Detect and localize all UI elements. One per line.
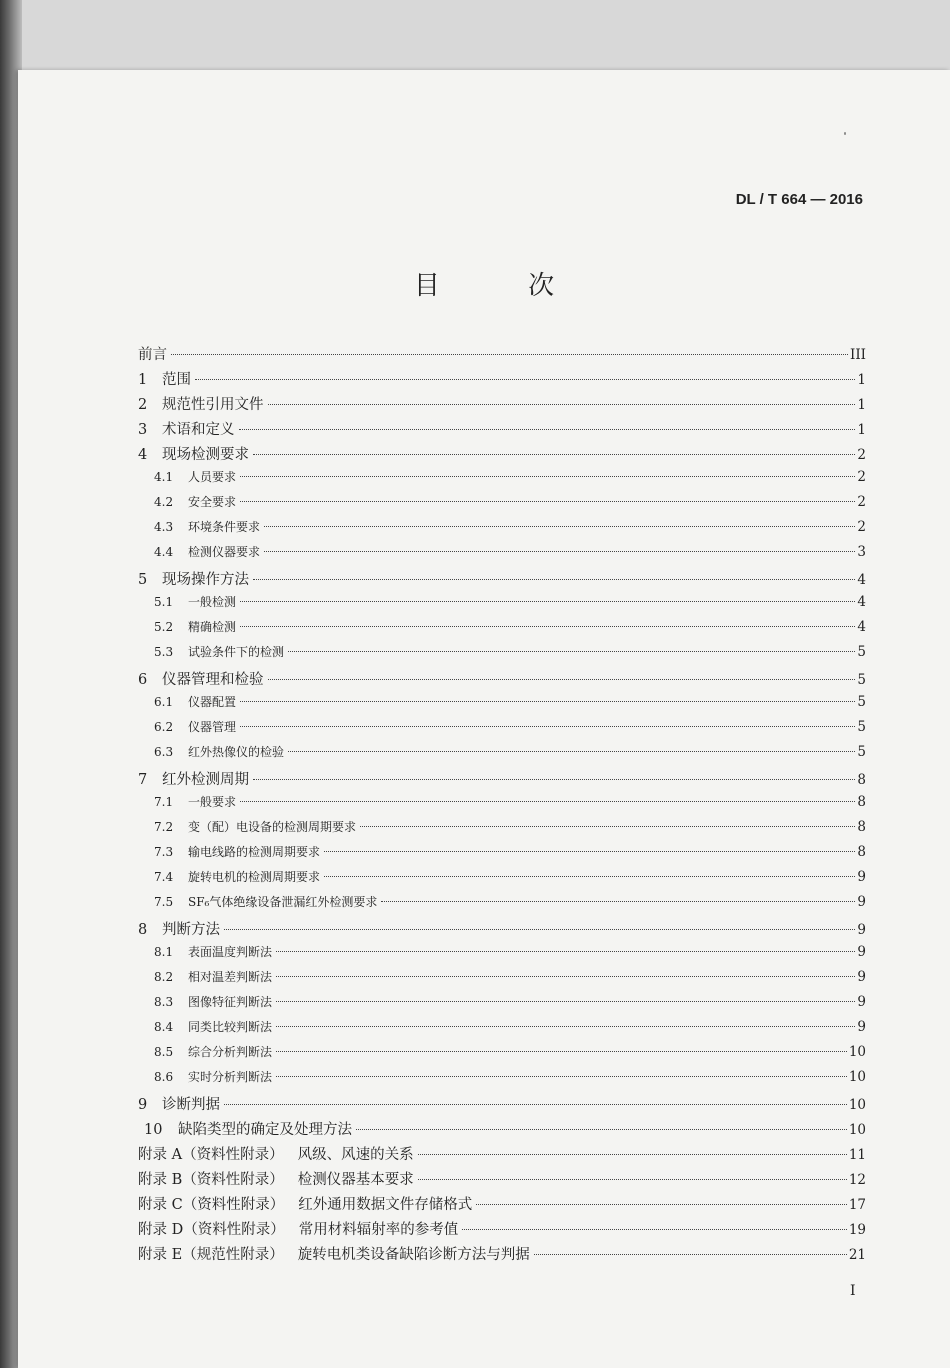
toc-entry[interactable] — [138, 1243, 866, 1268]
toc-leader-dots — [276, 951, 855, 952]
toc-entry[interactable] — [138, 618, 866, 643]
toc-entry-page: 4 — [857, 572, 866, 588]
toc-entry-label: 红外热像仪的检验 — [188, 745, 285, 759]
toc-entry-number: 7.2 — [154, 820, 174, 834]
toc-leader-dots — [324, 851, 855, 852]
toc-entry-page: 2 — [857, 469, 866, 485]
toc-leader-dots — [240, 476, 855, 477]
toc-leader-dots — [253, 579, 855, 580]
toc-entry-page: 8 — [857, 844, 866, 860]
toc-entry-label: 变（配）电设备的检测周期要求 — [188, 820, 357, 834]
toc-leader-dots — [240, 626, 855, 627]
toc-entry-label: 规范性引用文件 — [162, 397, 264, 413]
toc-entry-label: 现场操作方法 — [162, 572, 249, 588]
toc-entry[interactable] — [138, 1018, 866, 1043]
toc-entry-number: 8.6 — [154, 1070, 174, 1084]
document-code: DL / T 664 — 2016 — [735, 191, 863, 208]
toc-entry-number: 4.4 — [154, 545, 174, 559]
toc-entry-page: 10 — [848, 1069, 866, 1085]
toc-entry-label: 前言 — [138, 347, 167, 363]
toc-entry[interactable] — [138, 418, 866, 443]
toc-entry-label: 输电线路的检测周期要求 — [188, 845, 321, 859]
toc-entry-label: 缺陷类型的确定及处理方法 — [178, 1122, 352, 1138]
toc-entry-number: 8.2 — [154, 970, 174, 984]
toc-entry-number: 4.3 — [154, 520, 174, 534]
toc-leader-dots — [418, 1179, 847, 1180]
toc-leader-dots — [240, 601, 855, 602]
toc-entry-page: 9 — [857, 969, 866, 985]
toc-entry-number: 2 — [138, 397, 148, 413]
toc-entry-label: 同类比较判断法 — [188, 1020, 273, 1034]
toc-entry-number: 5.3 — [154, 645, 174, 659]
toc-entry-label: SF₆气体绝缘设备泄漏红外检测要求 — [188, 895, 378, 909]
toc-entry[interactable] — [138, 568, 866, 593]
toc-entry-page: 8 — [857, 794, 866, 810]
toc-entry[interactable] — [138, 843, 866, 868]
toc-entry-label: 图像特征判断法 — [188, 995, 273, 1009]
toc-entry-page: 2 — [857, 519, 866, 535]
toc-leader-dots — [288, 751, 855, 752]
toc-entry-label: 范围 — [162, 372, 191, 388]
toc-entry-page: 9 — [857, 894, 866, 910]
toc-leader-dots — [240, 501, 855, 502]
toc-entry-number: 附录 C（资料性附录） — [138, 1197, 285, 1213]
toc-entry-page: 5 — [857, 719, 866, 735]
toc-entry-label: 红外检测周期 — [162, 772, 249, 788]
toc-entry[interactable] — [138, 493, 866, 518]
toc-entry-label: 仪器管理 — [188, 720, 237, 734]
toc-entry[interactable] — [138, 693, 866, 718]
toc-entry-page: 1 — [857, 397, 866, 413]
toc-leader-dots — [264, 551, 855, 552]
toc-leader-dots — [288, 651, 855, 652]
scan-speck — [844, 132, 846, 135]
toc-entry-label: 常用材料辐射率的参考值 — [298, 1222, 459, 1238]
toc-entry-label: 检测仪器要求 — [188, 545, 261, 559]
toc-entry-page: 2 — [857, 447, 866, 463]
toc-entry[interactable] — [138, 1143, 866, 1168]
toc-entry-number: 9 — [138, 1097, 148, 1113]
toc-entry-page: 3 — [857, 544, 866, 560]
toc-entry-number: 10 — [144, 1122, 163, 1138]
toc-leader-dots — [324, 876, 855, 877]
toc-entry-page: 4 — [857, 619, 866, 635]
toc-leader-dots — [239, 429, 856, 430]
toc-entry[interactable] — [138, 593, 866, 618]
toc-entry-number: 6 — [138, 672, 148, 688]
toc-entry-label: 风级、风速的关系 — [297, 1147, 414, 1163]
toc-entry[interactable] — [138, 768, 866, 793]
toc-entry[interactable] — [138, 1093, 866, 1118]
toc-entry[interactable] — [138, 1043, 866, 1068]
toc-leader-dots — [240, 726, 855, 727]
toc-entry-number: 8.5 — [154, 1045, 174, 1059]
toc-entry[interactable] — [138, 1218, 866, 1243]
toc-entry[interactable] — [138, 818, 866, 843]
toc-entry-label: 仪器管理和检验 — [162, 672, 264, 688]
toc-entry-page: 21 — [848, 1247, 866, 1263]
toc-entry-label: 红外通用数据文件存储格式 — [298, 1197, 473, 1213]
toc-entry[interactable] — [138, 993, 866, 1018]
page-number: I — [850, 1283, 856, 1299]
toc-entry[interactable] — [138, 543, 866, 568]
toc-entry[interactable] — [138, 1068, 866, 1093]
toc-entry-page: 9 — [857, 869, 866, 885]
toc-entry-number: 7.3 — [154, 845, 174, 859]
toc-leader-dots — [253, 779, 855, 780]
toc-entry-label: 表面温度判断法 — [188, 945, 273, 959]
toc-leader-dots — [462, 1229, 847, 1230]
toc-leader-dots — [224, 929, 855, 930]
toc-entry-label: 综合分析判断法 — [188, 1045, 273, 1059]
toc-leader-dots — [253, 454, 855, 455]
toc-entry-page: 8 — [857, 772, 866, 788]
toc-entry-number: 附录 A（资料性附录） — [138, 1147, 284, 1163]
toc-entry-label: 诊断判据 — [162, 1097, 220, 1113]
toc-leader-dots — [268, 404, 856, 405]
toc-entry-label: 旋转电机类设备缺陷诊断方法与判据 — [297, 1247, 530, 1263]
toc-entry-label: 术语和定义 — [162, 422, 235, 438]
toc-leader-dots — [171, 354, 848, 355]
table-of-contents — [138, 343, 866, 1268]
toc-entry-number: 6.1 — [154, 695, 174, 709]
toc-entry-label: 试验条件下的检测 — [188, 645, 285, 659]
toc-entry-number: 8 — [138, 922, 148, 938]
toc-leader-dots — [224, 1104, 847, 1105]
toc-leader-dots — [276, 976, 855, 977]
toc-entry[interactable] — [138, 918, 866, 943]
toc-entry-number: 7.1 — [154, 795, 174, 809]
toc-entry-label: 实时分析判断法 — [188, 1070, 273, 1084]
toc-entry[interactable] — [138, 368, 866, 393]
toc-entry-page: 9 — [857, 994, 866, 1010]
document-page — [18, 70, 950, 1368]
toc-entry-page: 2 — [857, 494, 866, 510]
toc-leader-dots — [534, 1254, 847, 1255]
toc-entry-page: 5 — [857, 744, 866, 760]
toc-entry-page: 10 — [848, 1097, 866, 1113]
toc-entry-number: 6.3 — [154, 745, 174, 759]
toc-entry-number: 5.1 — [154, 595, 174, 609]
toc-entry[interactable] — [138, 793, 866, 818]
toc-entry[interactable] — [138, 393, 866, 418]
toc-entry-page: 8 — [857, 819, 866, 835]
toc-leader-dots — [195, 379, 855, 380]
toc-entry-label: 旋转电机的检测周期要求 — [188, 870, 321, 884]
toc-entry-page: 5 — [857, 694, 866, 710]
toc-entry-page: III — [850, 347, 866, 363]
toc-entry-number: 5 — [138, 572, 148, 588]
toc-entry-page: 5 — [857, 644, 866, 660]
toc-entry-label: 环境条件要求 — [188, 520, 261, 534]
toc-entry[interactable] — [138, 893, 866, 918]
toc-leader-dots — [268, 679, 856, 680]
toc-entry[interactable] — [138, 1168, 866, 1193]
toc-entry-label: 安全要求 — [188, 495, 237, 509]
toc-entry-label: 精确检测 — [188, 620, 237, 634]
toc-entry-page: 10 — [848, 1044, 866, 1060]
toc-entry-number: 附录 E（规范性附录） — [138, 1247, 284, 1263]
toc-entry-label: 仪器配置 — [188, 695, 237, 709]
toc-entry-number: 7.5 — [154, 895, 174, 909]
toc-entry-number: 4.2 — [154, 495, 174, 509]
toc-entry-number: 4 — [138, 447, 148, 463]
toc-entry-page: 1 — [857, 422, 866, 438]
toc-leader-dots — [356, 1129, 847, 1130]
toc-entry-number: 7 — [138, 772, 148, 788]
toc-entry[interactable] — [138, 718, 866, 743]
toc-entry-page: 9 — [857, 944, 866, 960]
toc-entry-page: 1 — [857, 372, 866, 388]
toc-leader-dots — [264, 526, 855, 527]
toc-entry[interactable] — [138, 943, 866, 968]
toc-leader-dots — [476, 1204, 847, 1205]
toc-entry-label: 现场检测要求 — [162, 447, 249, 463]
toc-entry-page: 17 — [848, 1197, 866, 1213]
toc-entry-label: 人员要求 — [188, 470, 237, 484]
toc-entry-number: 6.2 — [154, 720, 174, 734]
toc-leader-dots — [276, 1076, 847, 1077]
toc-entry-label: 检测仪器基本要求 — [297, 1172, 414, 1188]
toc-leader-dots — [381, 901, 855, 902]
toc-entry-page: 19 — [848, 1222, 866, 1238]
toc-leader-dots — [276, 1001, 855, 1002]
toc-leader-dots — [240, 801, 855, 802]
toc-entry-label: 一般检测 — [188, 595, 237, 609]
toc-leader-dots — [360, 826, 855, 827]
toc-entry-number: 1 — [138, 372, 148, 388]
toc-entry[interactable] — [138, 443, 866, 468]
toc-leader-dots — [240, 701, 855, 702]
toc-leader-dots — [276, 1051, 847, 1052]
toc-entry-page: 4 — [857, 594, 866, 610]
toc-entry-page: 5 — [857, 672, 866, 688]
toc-entry-number: 3 — [138, 422, 148, 438]
toc-entry[interactable] — [138, 743, 866, 768]
toc-leader-dots — [418, 1154, 847, 1155]
toc-entry-number: 4.1 — [154, 470, 174, 484]
toc-entry-page: 9 — [857, 922, 866, 938]
toc-entry-page: 10 — [848, 1122, 866, 1138]
toc-entry[interactable] — [138, 668, 866, 693]
toc-leader-dots — [276, 1026, 855, 1027]
toc-entry[interactable] — [138, 1193, 866, 1218]
toc-entry[interactable] — [138, 1118, 866, 1143]
toc-entry-number: 7.4 — [154, 870, 174, 884]
toc-entry-number: 8.1 — [154, 945, 174, 959]
toc-entry-page: 9 — [857, 1019, 866, 1035]
toc-entry-number: 8.3 — [154, 995, 174, 1009]
toc-entry-label: 相对温差判断法 — [188, 970, 273, 984]
toc-entry[interactable] — [138, 518, 866, 543]
toc-entry[interactable] — [138, 968, 866, 993]
toc-entry[interactable] — [138, 343, 866, 368]
toc-entry[interactable] — [138, 868, 866, 893]
toc-entry-page: 11 — [848, 1147, 866, 1163]
toc-entry-number: 附录 B（资料性附录） — [138, 1172, 284, 1188]
toc-entry-page: 12 — [848, 1172, 866, 1188]
toc-entry[interactable] — [138, 643, 866, 668]
toc-entry-number: 附录 D（资料性附录） — [138, 1222, 285, 1238]
toc-entry-number: 5.2 — [154, 620, 174, 634]
toc-entry-label: 一般要求 — [188, 795, 237, 809]
toc-entry-number: 8.4 — [154, 1020, 174, 1034]
page-title: 目 次 — [413, 271, 595, 301]
toc-entry-label: 判断方法 — [162, 922, 220, 938]
toc-entry[interactable] — [138, 468, 866, 493]
